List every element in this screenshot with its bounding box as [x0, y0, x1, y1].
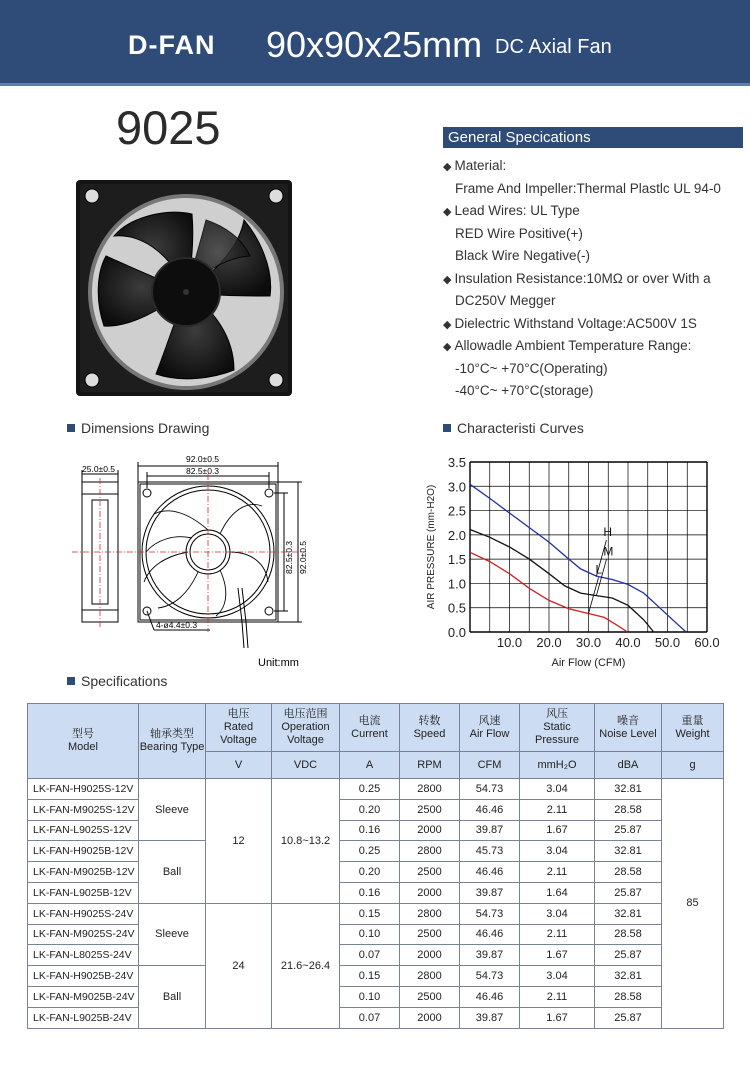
column-header — [520, 704, 595, 752]
spec-table — [27, 703, 724, 1029]
series-label-L: L — [595, 562, 603, 577]
x-axis-label: Air Flow (CFM) — [551, 657, 626, 669]
dim-unit: Unit:mm — [258, 657, 299, 669]
current-cell: 0.16 — [340, 820, 400, 841]
bullet-icon: ◆ — [443, 318, 452, 331]
weight-cell: 85 — [662, 779, 724, 1029]
column-header — [206, 704, 272, 752]
dim-outer-width: 92.0±0.5 — [186, 454, 220, 464]
model-cell: LK-FAN-M9025S-24V — [28, 924, 139, 945]
flow-cell: 54.73 — [460, 966, 520, 987]
header-en: Weight — [675, 727, 710, 740]
column-unit: VDC — [272, 752, 340, 779]
dim-side-width: 25.0±0.5 — [82, 464, 116, 474]
pressure-cell: 3.04 — [520, 966, 595, 987]
header-cn: 噪音 — [617, 714, 639, 727]
speed-cell: 2000 — [400, 945, 460, 966]
specs-title-text: Specifications — [81, 673, 168, 689]
header-en: Model — [68, 741, 98, 753]
y-tick-label: 3.5 — [447, 455, 466, 470]
general-spec-text: -40°C~ +70°C(storage) — [455, 383, 594, 398]
pressure-cell: 2.11 — [520, 924, 595, 945]
noise-cell: 25.87 — [595, 945, 662, 966]
current-cell: 0.15 — [340, 966, 400, 987]
column-header — [139, 704, 206, 779]
series-label-M: M — [603, 544, 614, 559]
range-cell: 21.6~26.4 — [272, 903, 340, 1028]
column-header — [595, 704, 662, 752]
dimensions-section-title — [67, 420, 209, 436]
column-unit: V — [206, 752, 272, 779]
y-tick-label: 1.5 — [447, 552, 466, 568]
column-unit: CFM — [460, 752, 520, 779]
header-en: Operation Voltage — [281, 721, 330, 746]
model-cell: LK-FAN-H9025S-24V — [28, 903, 139, 924]
x-tick-label: 40.0 — [615, 635, 641, 650]
column-unit: RPM — [400, 752, 460, 779]
flow-cell: 46.46 — [460, 862, 520, 883]
header-cn: 重量 — [681, 714, 704, 727]
y-tick-label: 2.0 — [447, 527, 466, 543]
x-tick-label: 30.0 — [575, 635, 602, 650]
model-cell: LK-FAN-L9025B-12V — [28, 882, 139, 903]
current-cell: 0.07 — [340, 1007, 400, 1028]
characteristic-curves-chart — [420, 452, 720, 674]
dim-side-hole-spacing: 82.5±0.3 — [284, 540, 294, 574]
flow-cell: 39.87 — [460, 820, 520, 841]
noise-cell: 32.81 — [595, 779, 662, 800]
bullet-icon: ◆ — [443, 161, 452, 173]
series-line-H — [470, 484, 686, 632]
column-header — [272, 704, 340, 752]
current-cell: 0.25 — [340, 779, 400, 800]
header-en: Air Flow — [469, 727, 510, 740]
general-spec-line — [455, 181, 721, 196]
pressure-cell: 3.04 — [520, 779, 595, 800]
speed-cell: 2000 — [400, 1007, 460, 1028]
table-row — [28, 986, 724, 1007]
fan-kind: DC Axial Fan — [495, 36, 612, 58]
table-row — [28, 779, 724, 800]
fan-size: 90x90x25mm — [266, 24, 483, 65]
column-unit: A — [340, 752, 400, 779]
header-en: Current — [351, 727, 388, 740]
speed-cell: 2800 — [400, 841, 460, 862]
general-spec-line — [443, 271, 711, 286]
table-row — [28, 820, 724, 841]
y-tick-label: 0.0 — [447, 625, 466, 640]
flow-cell: 54.73 — [460, 903, 520, 924]
table-row — [28, 799, 724, 820]
general-spec-text: Insulation Resistance:10MΩ or over With a — [454, 270, 711, 286]
current-cell: 0.07 — [340, 945, 400, 966]
speed-cell: 2500 — [400, 924, 460, 945]
column-unit: g — [662, 752, 724, 779]
flow-cell: 46.46 — [460, 924, 520, 945]
flow-cell: 39.87 — [460, 882, 520, 903]
series-label-H: H — [603, 525, 613, 540]
header-cn: 电流 — [358, 714, 381, 727]
bullet-icon: ◆ — [443, 206, 452, 218]
bullet-icon: ◆ — [443, 273, 452, 286]
table-row — [28, 882, 724, 903]
dimensions-title-text: Dimensions Drawing — [81, 420, 210, 436]
general-spec-text: Material: — [454, 158, 507, 173]
y-tick-label: 1.0 — [447, 576, 466, 592]
speed-cell: 2000 — [400, 820, 460, 841]
general-spec-title: General Specications — [443, 127, 743, 148]
general-spec-line — [443, 338, 691, 353]
current-cell: 0.20 — [340, 862, 400, 883]
y-tick-label: 3.0 — [447, 479, 466, 495]
general-spec-line — [455, 226, 583, 241]
noise-cell: 25.87 — [595, 882, 662, 903]
model-cell: LK-FAN-H9025S-12V — [28, 779, 139, 800]
column-header — [340, 704, 400, 752]
bearing-cell: Sleeve — [139, 779, 206, 841]
pressure-cell: 2.11 — [520, 986, 595, 1007]
flow-cell: 54.73 — [460, 779, 520, 800]
dim-holes: 4-ø4.4±0.3 — [156, 620, 198, 630]
model-cell: LK-FAN-L9025S-12V — [28, 820, 139, 841]
current-cell: 0.10 — [340, 986, 400, 1007]
voltage-cell: 24 — [206, 903, 272, 1028]
dim-side-outer: 92.0±0.5 — [298, 540, 308, 574]
header-cn: 轴承类型 — [150, 728, 194, 740]
pressure-cell: 1.64 — [520, 882, 595, 903]
bearing-cell: Ball — [139, 841, 206, 903]
current-cell: 0.10 — [340, 924, 400, 945]
header-cn: 风压 — [546, 708, 568, 720]
pressure-cell: 2.11 — [520, 799, 595, 820]
x-tick-label: 50.0 — [654, 635, 681, 650]
general-spec-text: RED Wire Positive(+) — [455, 225, 583, 241]
header-cn: 风速 — [478, 714, 501, 727]
speed-cell: 2500 — [400, 799, 460, 820]
header-cn: 转数 — [418, 714, 441, 727]
flow-cell: 46.46 — [460, 799, 520, 820]
column-header — [662, 704, 724, 752]
column-unit: mmH₂O — [520, 752, 595, 779]
dimension-drawing — [70, 448, 320, 673]
general-spec-line — [443, 158, 506, 173]
y-tick-label: 0.5 — [447, 600, 466, 616]
column-header — [28, 704, 139, 779]
header-cn: 电压 — [227, 708, 250, 720]
general-spec-text: Frame And Impeller:Thermal Plastlc UL 94-0 — [455, 180, 721, 196]
speed-cell: 2000 — [400, 882, 460, 903]
flow-cell: 39.87 — [460, 945, 520, 966]
general-spec-text: Allowadle Ambient Temperature Range: — [454, 338, 692, 353]
table-row — [28, 862, 724, 883]
column-header — [400, 704, 460, 752]
current-cell: 0.20 — [340, 799, 400, 820]
general-spec-text: DC250V Megger — [455, 293, 556, 308]
series-line-M — [470, 530, 654, 633]
noise-cell: 28.58 — [595, 862, 662, 883]
current-cell: 0.25 — [340, 841, 400, 862]
general-spec-text: -10°C~ +70°C(Operating) — [455, 360, 608, 376]
pressure-cell: 3.04 — [520, 841, 595, 862]
model-cell: LK-FAN-L8025S-24V — [28, 945, 139, 966]
table-row — [28, 1007, 724, 1028]
model-cell: LK-FAN-M9025S-12V — [28, 799, 139, 820]
general-spec-line — [455, 361, 608, 376]
noise-cell: 32.81 — [595, 903, 662, 924]
table-row — [28, 924, 724, 945]
x-tick-label: 10.0 — [496, 635, 523, 650]
noise-cell: 25.87 — [595, 820, 662, 841]
bearing-cell: Sleeve — [139, 903, 206, 965]
pressure-cell: 3.04 — [520, 903, 595, 924]
pressure-cell: 2.11 — [520, 862, 595, 883]
speed-cell: 2500 — [400, 986, 460, 1007]
range-cell: 10.8~13.2 — [272, 779, 340, 904]
header-cn: 型号 — [72, 728, 94, 740]
y-axis-label: AIR PRESSURE (mm-H2O) — [426, 484, 437, 610]
model-cell: LK-FAN-H9025B-12V — [28, 841, 139, 862]
flow-cell: 45.73 — [460, 841, 520, 862]
general-spec-text: Lead Wires: UL Type — [454, 203, 580, 218]
general-spec-line — [455, 293, 556, 308]
noise-cell: 28.58 — [595, 799, 662, 820]
table-row — [28, 945, 724, 966]
noise-cell: 32.81 — [595, 966, 662, 987]
curves-title-text: Characteristi Curves — [457, 420, 584, 436]
general-spec-text: Dielectric Withstand Voltage:AC500V 1S — [454, 315, 697, 331]
general-spec-line — [455, 248, 590, 263]
header-en: Speed — [413, 727, 446, 740]
noise-cell: 28.58 — [595, 924, 662, 945]
brand-name: D-FAN — [128, 30, 216, 60]
speed-cell: 2800 — [400, 966, 460, 987]
header-cn: 电压范围 — [283, 708, 328, 720]
column-unit: dBA — [595, 752, 662, 779]
pressure-cell: 1.67 — [520, 1007, 595, 1028]
specs-section-title — [67, 673, 167, 689]
model-number: 9025 — [116, 101, 221, 154]
header-banner — [0, 0, 750, 86]
column-header — [460, 704, 520, 752]
x-tick-label: 20.0 — [536, 635, 562, 650]
header-en: Noise Level — [599, 727, 657, 740]
speed-cell: 2800 — [400, 779, 460, 800]
model-cell: LK-FAN-L9025B-24V — [28, 1007, 139, 1028]
bullet-icon: ◆ — [443, 341, 452, 353]
header-en: Static Pressure — [534, 721, 580, 746]
noise-cell: 25.87 — [595, 1007, 662, 1028]
header-stripe — [0, 83, 750, 86]
speed-cell: 2500 — [400, 862, 460, 883]
general-spec-line — [443, 316, 697, 331]
x-tick-label: 60.0 — [694, 635, 720, 650]
voltage-cell: 12 — [206, 779, 272, 904]
table-row — [28, 841, 724, 862]
model-cell: LK-FAN-H9025B-24V — [28, 966, 139, 987]
header-en: Bearing Type — [139, 741, 205, 753]
general-spec-text: Black Wire Negative(-) — [455, 248, 591, 263]
current-cell: 0.15 — [340, 903, 400, 924]
model-cell: LK-FAN-M9025B-12V — [28, 862, 139, 883]
pressure-cell: 1.67 — [520, 945, 595, 966]
general-spec-line — [455, 383, 593, 398]
speed-cell: 2800 — [400, 903, 460, 924]
bearing-cell: Ball — [139, 966, 206, 1028]
pressure-cell: 1.67 — [520, 820, 595, 841]
flow-cell: 46.46 — [460, 986, 520, 1007]
dim-hole-spacing: 82.5±0.3 — [186, 466, 220, 476]
y-tick-label: 2.5 — [447, 503, 466, 519]
fan-product-image — [74, 178, 296, 400]
model-cell: LK-FAN-M9025B-24V — [28, 986, 139, 1007]
table-row — [28, 903, 724, 924]
curves-section-title — [443, 420, 584, 436]
general-spec-line — [443, 203, 580, 218]
noise-cell: 32.81 — [595, 841, 662, 862]
current-cell: 0.16 — [340, 882, 400, 903]
table-row — [28, 966, 724, 987]
flow-cell: 39.87 — [460, 1007, 520, 1028]
noise-cell: 28.58 — [595, 986, 662, 1007]
header-en: Rated Voltage — [220, 721, 257, 746]
